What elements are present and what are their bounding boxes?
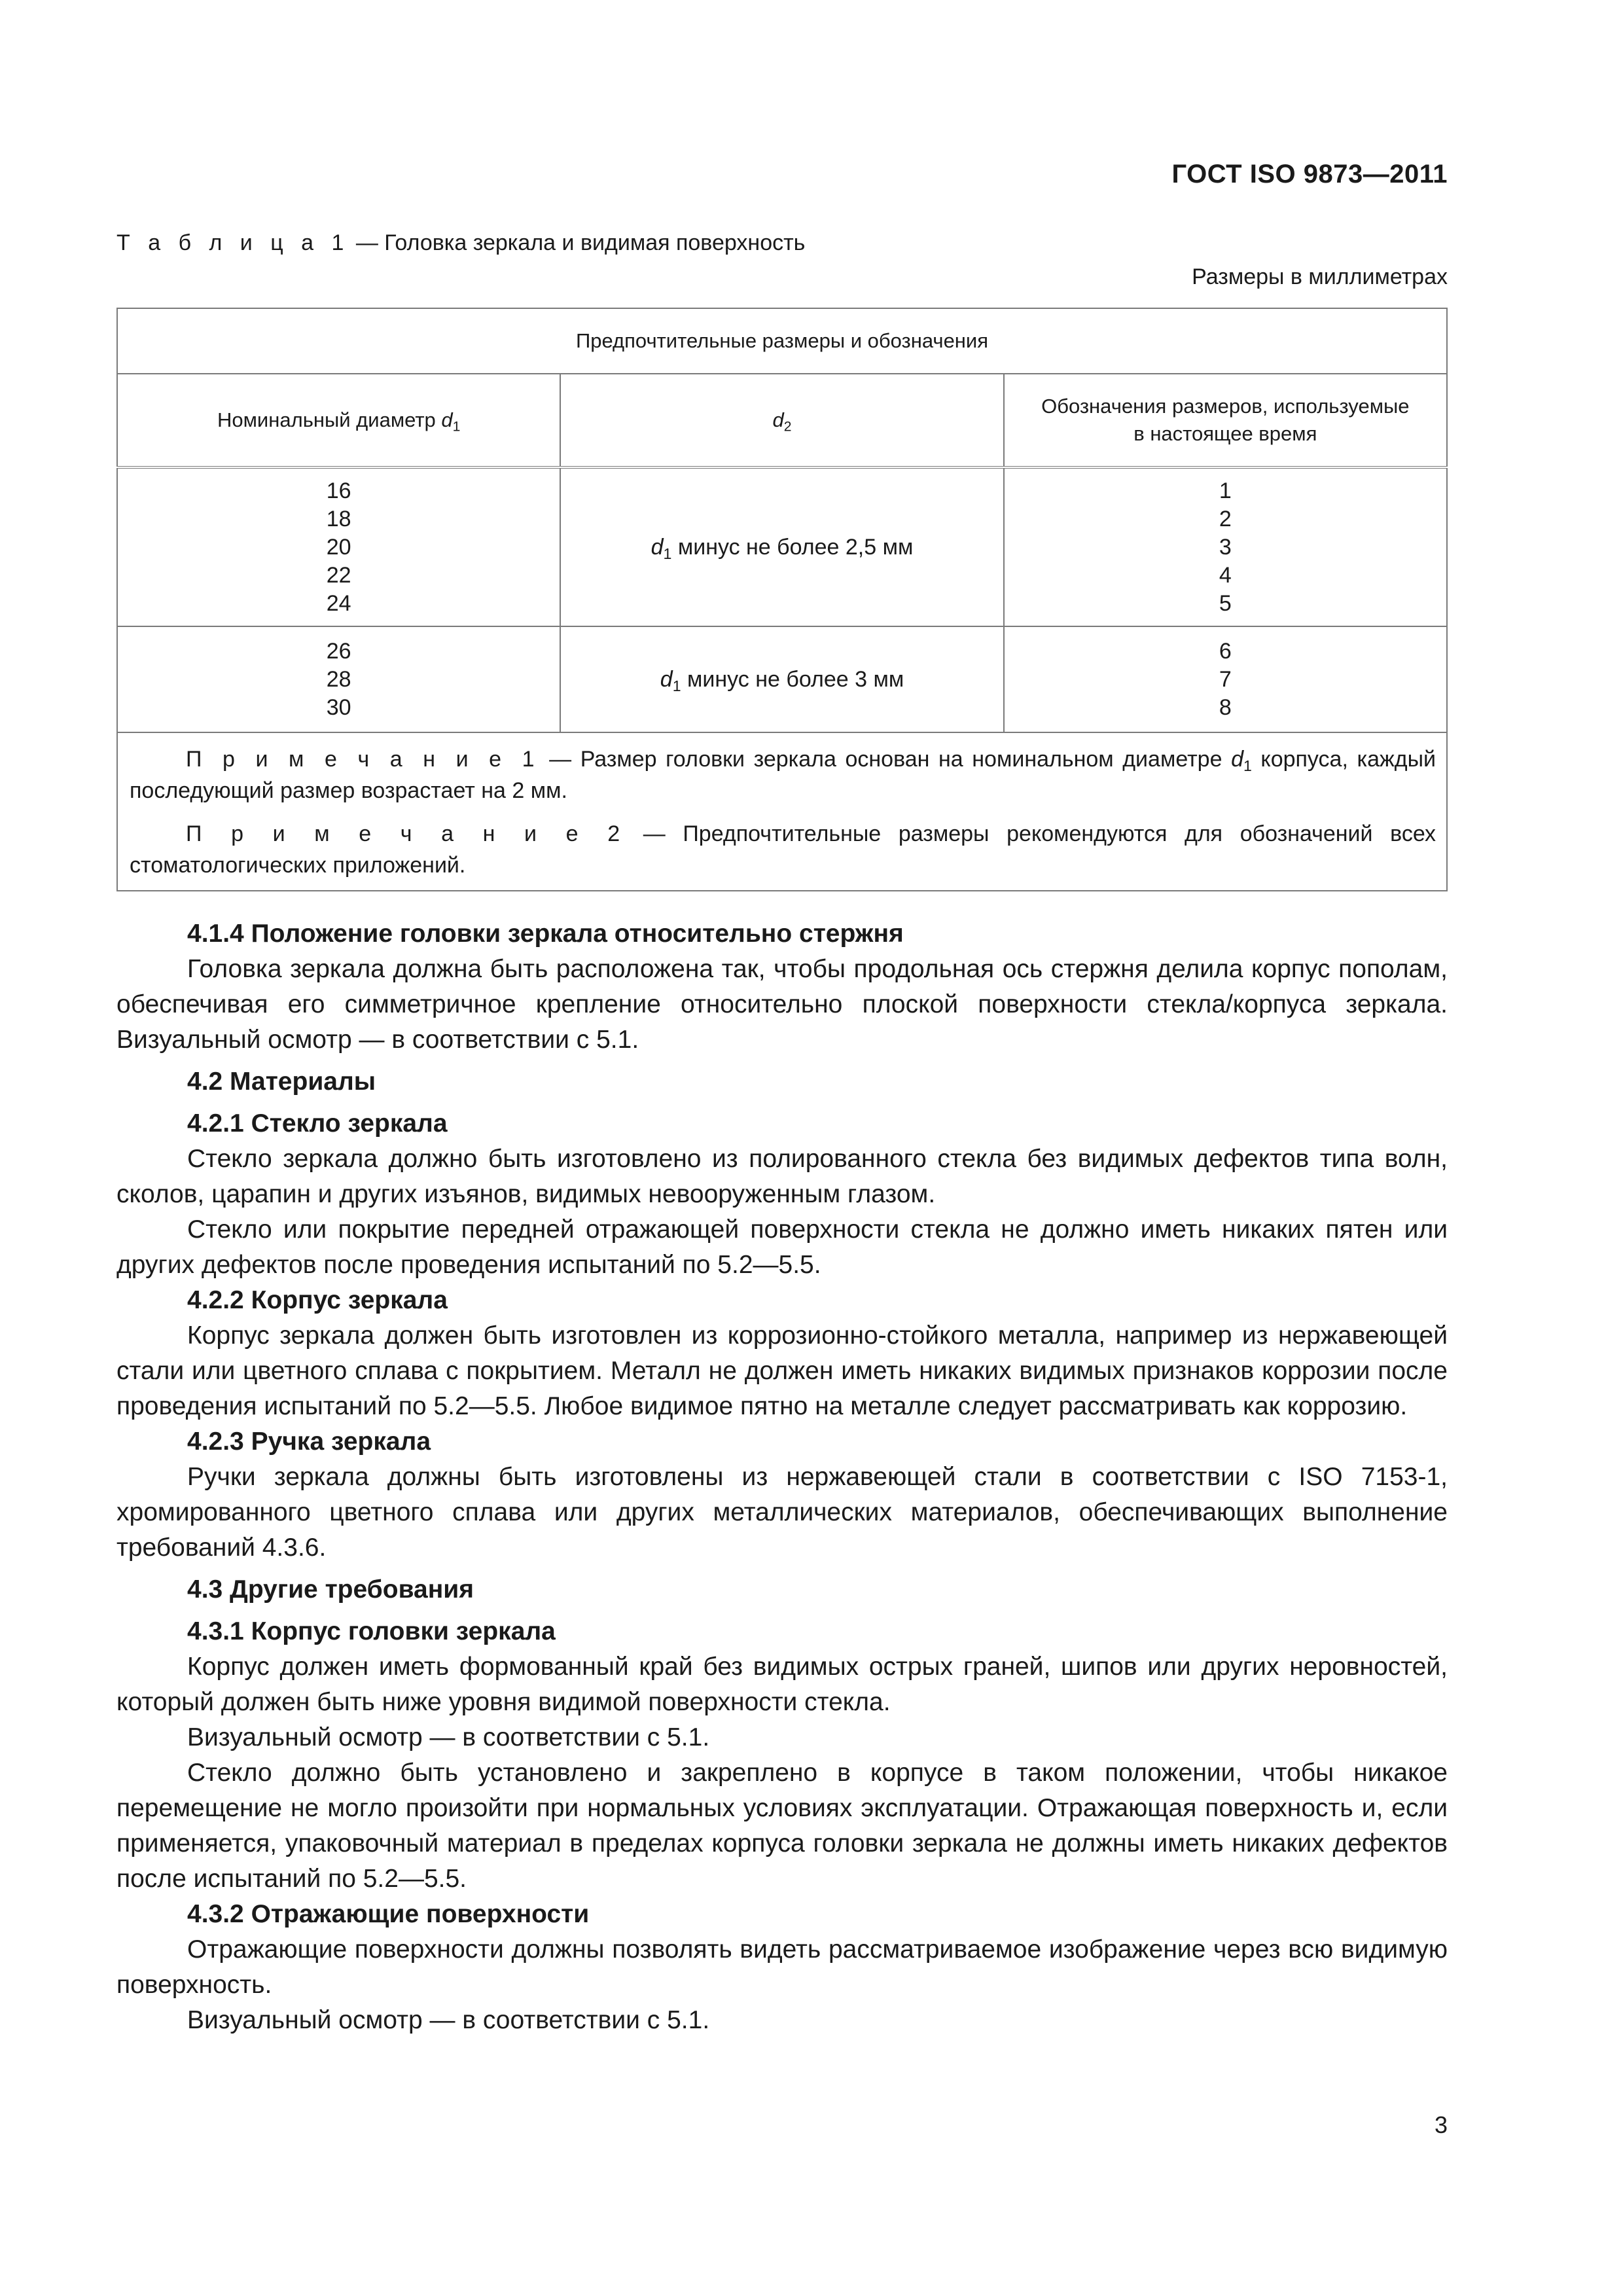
page-number: 3	[1434, 2111, 1448, 2138]
document-id: ГОСТ ISO 9873—2011	[1171, 160, 1448, 188]
diameter-value: 26	[326, 638, 351, 664]
note-2-label: П р и м е ч а н и е 2	[186, 821, 626, 846]
table-row	[117, 626, 1447, 732]
paragraph: Стекло зеркала должно быть изготовлено из полированного стекла без видимых дефектов типа волн, сколов, царапин и других изъянов, видимых невооруженным глазом.	[116, 1145, 1448, 1208]
d2-text: минус не более 3 мм	[681, 666, 904, 692]
note-1-pre: — Размер головки зеркала основан на номинальном диаметре	[540, 747, 1232, 772]
section-heading-4-3: 4.3 Другие требования	[187, 1575, 474, 1604]
d2-cell	[560, 467, 1003, 626]
document-body	[116, 916, 1448, 2038]
d2-var: d	[651, 534, 664, 560]
paragraph: Отражающие поверхности должны позволять видеть рассматриваемое изображение через всю видимую поверхность.	[116, 1935, 1448, 1999]
dimensions-table	[116, 308, 1448, 891]
d2-sub: 1	[672, 677, 681, 694]
diameter-value: 28	[326, 666, 351, 692]
section-heading-4-2-1: 4.2.1 Стекло зеркала	[187, 1109, 448, 1138]
section-heading-4-1-4: 4.1.4 Положение головки зеркала относительно стержня	[187, 920, 904, 948]
table-units: Размеры в миллиметрах	[1192, 264, 1448, 289]
note-1-sub: 1	[1243, 757, 1252, 774]
col3-header-line2: в настоящее время	[1133, 422, 1317, 445]
col-header-nominal-diameter	[117, 374, 560, 467]
note-2-text: — Предпочтительные размеры рекомендуются для обозначений всех стоматологических приложений.	[130, 821, 1436, 878]
table-caption	[116, 230, 805, 256]
section-heading-4-2-3: 4.2.3 Ручка зеркала	[187, 1427, 431, 1456]
table-note-2	[130, 818, 1436, 881]
designation-value: 3	[1219, 534, 1232, 560]
d2-var: d	[660, 666, 673, 692]
col2-header-sub: 2	[783, 419, 792, 435]
note-1-var: d	[1231, 747, 1243, 772]
table-caption-title: — Головка зеркала и видимая поверхность	[349, 230, 806, 255]
col3-header-line1: Обозначения размеров, используемые	[1041, 395, 1410, 418]
designation-cell	[1004, 626, 1447, 732]
section-heading-4-2-2: 4.2.2 Корпус зеркала	[187, 1286, 448, 1314]
diameter-cell	[117, 626, 560, 732]
table-row	[117, 467, 1447, 626]
note-1-post: корпуса, каждый последующий размер возрастает на 2 мм.	[130, 747, 1436, 803]
paragraph: Ручки зеркала должны быть изготовлены из нержавеющей стали в соответствии с ISO 7153-1, хромированного цветного сплава или других металлических материалов, обеспечивающих выполнение требований 4.3.6.	[116, 1463, 1448, 1562]
col-header-d2	[560, 374, 1003, 467]
d2-text: минус не более 2,5 мм	[671, 534, 914, 560]
designation-value: 5	[1219, 590, 1232, 616]
section-heading-4-3-2: 4.3.2 Отражающие поверхности	[187, 1900, 590, 1928]
diameter-cell	[117, 467, 560, 626]
col1-header-var: d	[441, 408, 453, 432]
table-notes-row	[117, 732, 1447, 891]
table-header-row	[117, 374, 1447, 467]
section-heading-4-3-1: 4.3.1 Корпус головки зеркала	[187, 1617, 556, 1645]
diameter-value: 20	[326, 534, 351, 560]
table-caption-label: Т а б л и ц а 1	[116, 230, 350, 255]
d2-cell	[560, 626, 1003, 732]
table-group-header-row	[117, 308, 1447, 374]
designation-value: 8	[1219, 694, 1232, 720]
paragraph: Визуальный осмотр — в соответствии с 5.1.	[187, 2006, 710, 2034]
designation-value: 7	[1219, 666, 1232, 692]
d2-sub: 1	[663, 545, 672, 562]
diameter-value: 22	[326, 562, 351, 588]
paragraph: Визуальный осмотр — в соответствии с 5.1.	[187, 1723, 710, 1751]
diameter-value: 16	[326, 478, 351, 503]
table-note-1	[130, 744, 1436, 806]
note-1-label: П р и м е ч а н и е 1	[186, 747, 541, 772]
section-heading-4-2: 4.2 Материалы	[187, 1067, 376, 1096]
designation-cell	[1004, 467, 1447, 626]
col1-header-sub: 1	[452, 419, 461, 435]
designation-value: 6	[1219, 638, 1232, 664]
designation-value: 4	[1219, 562, 1232, 588]
col-header-designations	[1004, 374, 1447, 467]
designation-value: 2	[1219, 506, 1232, 531]
designation-value: 1	[1219, 478, 1232, 503]
paragraph: Стекло или покрытие передней отражающей поверхности стекла не должно иметь никаких пятен или других дефектов после проведения испытаний по 5.2—5.5.	[116, 1215, 1448, 1279]
paragraph: Корпус зеркала должен быть изготовлен из коррозионно-стойкого металла, например из нержавеющей стали или цветного сплава с покрытием. Металл не должен иметь никаких видимых признаков коррозии после проведения испытаний по 5.2—5.5. Любое видимое пятно на металле следует рассматривать как коррозию.	[116, 1321, 1448, 1420]
col1-header-text: Номинальный диаметр	[217, 408, 442, 432]
col2-header-var: d	[772, 408, 784, 432]
paragraph: Головка зеркала должна быть расположена так, чтобы продольная ось стержня делила корпус пополам, обеспечивая его симметричное крепление относительно плоской поверхности стекла/корпуса зеркала. Визуальный осмотр — в соответствии с 5.1.	[116, 955, 1448, 1054]
diameter-value: 18	[326, 506, 351, 531]
diameter-value: 24	[326, 590, 351, 616]
group-header-cell: Предпочтительные размеры и обозначения	[117, 308, 1447, 374]
diameter-value: 30	[326, 694, 351, 720]
table-notes-cell	[117, 732, 1447, 891]
paragraph: Корпус должен иметь формованный край без видимых острых граней, шипов или других неровностей, который должен быть ниже уровня видимой поверхности стекла.	[116, 1653, 1448, 1716]
paragraph: Стекло должно быть установлено и закреплено в корпусе в таком положении, чтобы никакое перемещение не могло произойти при нормальных условиях эксплуатации. Отражающая поверхность и, если применяется, упаковочный материал в пределах корпуса головки зеркала не должны иметь никаких дефектов после испытаний по 5.2—5.5.	[116, 1759, 1448, 1893]
